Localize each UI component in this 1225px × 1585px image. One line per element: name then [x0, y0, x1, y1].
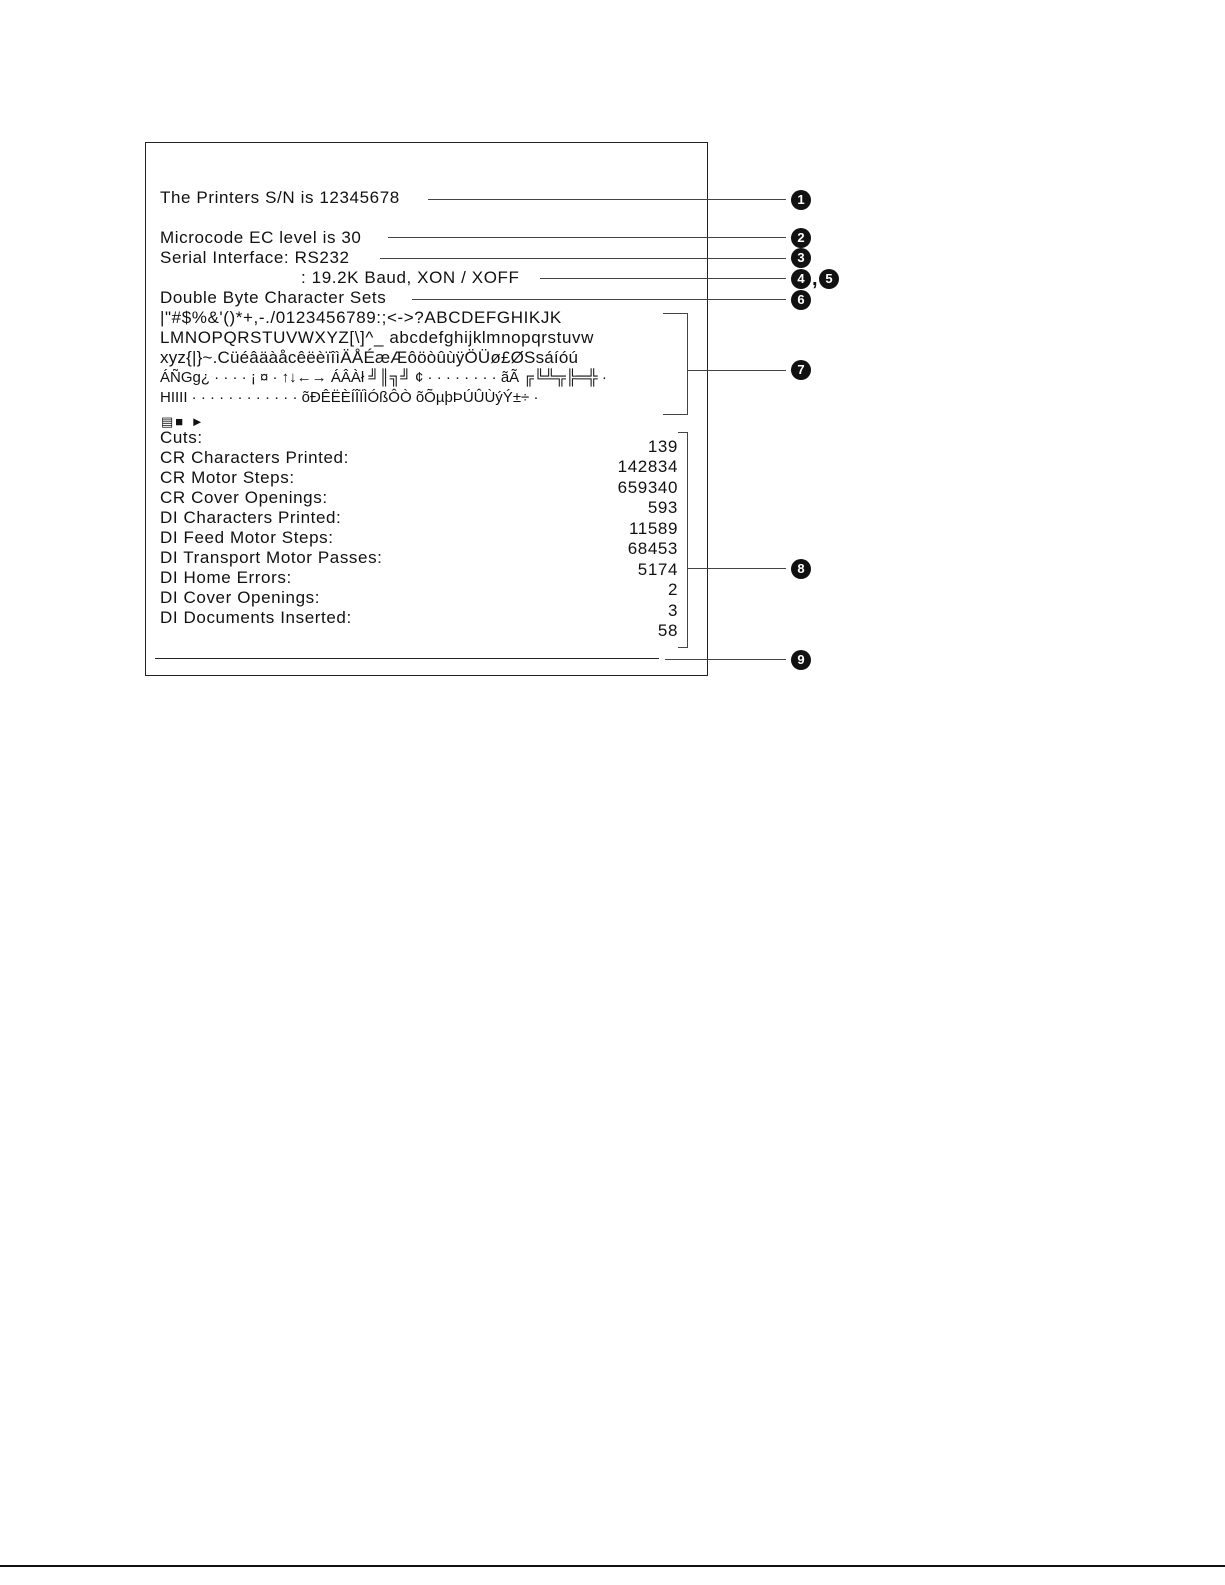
charset-line: HIIII · · · · · · · · · · · · õÐÊËÈÍÎÏÌÓßÔÒ õÕµþÞÚÛÙýÝ±÷ ·	[160, 389, 539, 406]
counter-label: CR Characters Printed:	[160, 448, 349, 467]
charset-line: ÁÑGg¿ · · · · ¡ ¤ · ↑↓←→ ÁÂÀł ╝║╗╝ ¢ · · · · · · · · ãÃ ╔╚╩╦╠═╬ ·	[160, 369, 607, 386]
charset-bracket	[663, 313, 688, 415]
microcode-line: Microcode EC level is 30	[160, 228, 362, 247]
callout-marker: 5	[819, 269, 839, 289]
charset-line: xyz{|}~.CüéâäàåcêëèïîìÄÅÉæÆôöòûùÿÖÜø£ØSsáíóú	[160, 348, 579, 367]
counter-value: 11589	[628, 519, 678, 538]
glyph-icons-line: ▤■ ►	[161, 414, 206, 429]
leader-line	[665, 659, 786, 660]
callout-separator: ,	[812, 268, 818, 290]
counter-value: 2	[667, 580, 678, 599]
counter-label: DI Characters Printed:	[160, 508, 342, 527]
counter-value: 3	[667, 601, 678, 620]
counter-value: 68453	[627, 539, 678, 558]
counter-value: 58	[657, 621, 678, 640]
page-bottom-rule	[0, 1565, 1225, 1567]
leader-line	[388, 237, 786, 238]
counter-label: DI Transport Motor Passes:	[160, 548, 383, 567]
counter-label: DI Cover Openings:	[160, 588, 321, 607]
charset-line: LMNOPQRSTUVWXYZ[\]^_ abcdefghijklmnopqrstuvw	[160, 328, 595, 347]
dbcs-line: Double Byte Character Sets	[160, 288, 387, 307]
receipt-end-rule	[155, 658, 659, 659]
leader-line	[540, 278, 786, 279]
counters-bracket	[678, 432, 688, 648]
leader-line	[380, 258, 786, 259]
callout-marker: 9	[791, 650, 811, 670]
leader-line	[687, 568, 786, 569]
leader-line	[687, 370, 786, 371]
callout-marker: 3	[791, 248, 811, 268]
callout-marker: 6	[791, 290, 811, 310]
counter-label: Cuts:	[160, 428, 203, 447]
counter-value: 139	[647, 437, 678, 456]
charset-line: |"#$%&'()*+,-./0123456789:;<->?ABCDEFGHIKJK	[160, 308, 562, 327]
leader-line	[428, 199, 786, 200]
callout-marker: 1	[791, 190, 811, 210]
callout-marker: 4	[791, 269, 811, 289]
counter-value: 593	[647, 498, 678, 517]
counter-value: 142834	[617, 457, 678, 476]
interface-line: Serial Interface: RS232	[160, 248, 350, 267]
counter-value: 5174	[637, 560, 678, 579]
counter-label: DI Documents Inserted:	[160, 608, 352, 627]
baud-line: : 19.2K Baud, XON / XOFF	[301, 268, 520, 287]
counter-label: DI Home Errors:	[160, 568, 292, 587]
counter-value: 659340	[617, 478, 678, 497]
serial-number-line: The Printers S/N is 12345678	[160, 188, 400, 207]
callout-marker: 2	[791, 228, 811, 248]
leader-line	[412, 299, 786, 300]
counter-label: CR Motor Steps:	[160, 468, 295, 487]
callout-marker: 8	[791, 559, 811, 579]
counter-label: DI Feed Motor Steps:	[160, 528, 334, 547]
callout-marker: 7	[791, 360, 811, 380]
counter-label: CR Cover Openings:	[160, 488, 328, 507]
